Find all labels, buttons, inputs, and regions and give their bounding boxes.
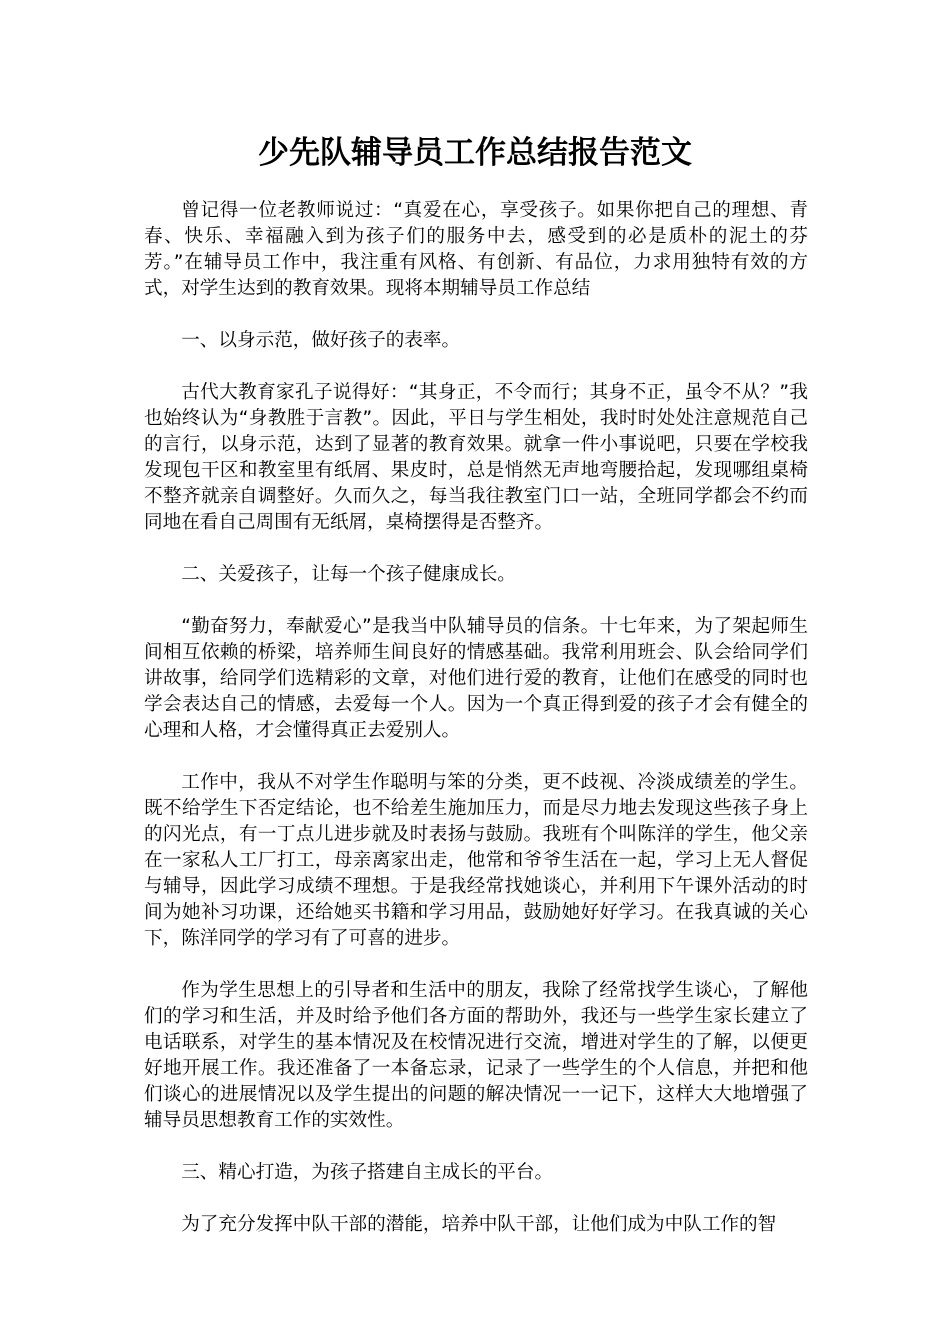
paragraph-section-3: 为了充分发挥中队干部的潜能，培养中队干部，让他们成为中队工作的智 — [181, 1214, 777, 1235]
paragraph-section-2-b: 工作中，我从不对学生作聪明与笨的分类，更不歧视、冷淡成绩差的学生。既不给学生下否定结论，也不给差生施加压力，而是尽力地去发现这些孩子身上的闪光点，有一丁点儿进步就及时表扬与鼓励。我班有个叫陈洋的学生，他父亲在一家私人工厂打工，母亲离家出走，他常和爷爷生活在一起，学习上无人督促与辅导，因此学习成绩不理想。于是我经常找她谈心，并利用下午课外活动的时间为她补习功课，还给她买书籍和学习用品，鼓励她好好学习。在我真诚的关心下，陈洋同学的学习有了可喜的进步。 — [144, 772, 808, 949]
paragraph-section-2-c: 作为学生思想上的引导者和生活中的朋友，我除了经常找学生谈心，了解他们的学习和生活，并及时给予他们各方面的帮助外，我还与一些学生家长建立了电话联系，对学生的基本情况及在校情况进行交流，增进对学生的了解，以便更好地开展工作。我还准备了一本备忘录，记录了一些学生的个人信息，并把和他们谈心的进展情况以及学生提出的问题的解决情况一一记下，这样大大地增强了辅导员思想教育工作的实效性。 — [144, 980, 808, 1131]
document-body — [144, 198, 808, 1264]
section-heading-1: 一、以身示范，做好孩子的表率。 — [181, 330, 461, 351]
section-heading-3: 三、精心打造，为孩子搭建自主成长的平台。 — [181, 1162, 554, 1183]
paragraph-section-2-a: “勤奋努力，奉献爱心”是我当中队辅导员的信条。十七年来，为了架起师生间相互依赖的桥梁，培养师生间良好的情感基础。我常利用班会、队会给同学们讲故事，给同学们选精彩的文章，对他们进行爱的教育，让他们在感受的同时也学会表达自己的情感，去爱每一个人。因为一个真正得到爱的孩子才会有健全的心理和人格，才会懂得真正去爱别人。 — [144, 616, 808, 741]
section-heading-2: 二、关爱孩子，让每一个孩子健康成长。 — [181, 564, 516, 585]
paragraph-intro: 曾记得一位老教师说过：“真爱在心，享受孩子。如果你把自己的理想、青春、快乐、幸福融入到为孩子们的服务中去，感受到的必是质朴的泥土的芬芳。”在辅导员工作中，我注重有风格、有创新、有品位，力求用独特有效的方式，对学生达到的教育效果。现将本期辅导员工作总结 — [144, 200, 808, 299]
paragraph-section-1: 古代大教育家孔子说得好：“其身正，不令而行；其身不正，虽令不从？”我也始终认为“身教胜于言教”。因此，平日与学生相处，我时时处处注意规范自己的言行，以身示范，达到了显著的教育效果。就拿一件小事说吧，只要在学校我发现包干区和教室里有纸屑、果皮时，总是悄然无声地弯腰拾起，发现哪组桌椅不整齐就亲自调整好。久而久之，每当我往教室门口一站，全班同学都会不约而同地在看自己周围有无纸屑，桌椅摆得是否整齐。 — [144, 382, 808, 533]
document-title: 少先队辅导员工作总结报告范文 — [258, 135, 692, 171]
